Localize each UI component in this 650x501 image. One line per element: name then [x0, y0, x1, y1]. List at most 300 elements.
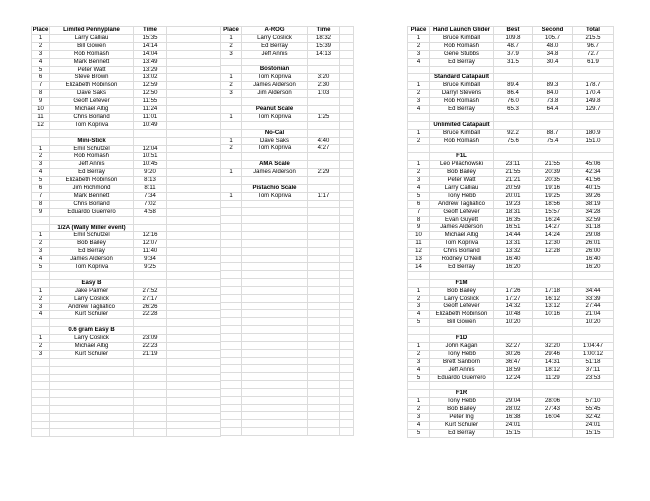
cell: 2 [32, 153, 50, 161]
cell [573, 335, 614, 343]
cell [242, 239, 308, 247]
cell: 4 [408, 311, 430, 319]
cell [533, 113, 573, 121]
section-title-row [408, 279, 614, 287]
cell: 2 [32, 295, 50, 303]
cell [242, 326, 308, 334]
cell [221, 216, 242, 224]
blank-row [32, 398, 221, 406]
cell [308, 200, 340, 208]
cell: Larry Coslick [50, 295, 134, 303]
cell: F1M [430, 279, 494, 287]
blank-row [221, 58, 354, 66]
cell: 18:31 [494, 208, 533, 216]
cell [242, 365, 308, 373]
cell [50, 358, 134, 366]
cell [340, 341, 354, 349]
cell [32, 390, 50, 398]
table-row [221, 82, 354, 90]
cell: 13:29 [134, 66, 167, 74]
cell [167, 90, 221, 98]
table-row [32, 208, 221, 216]
blank-row [32, 358, 221, 366]
blank-row [221, 263, 354, 271]
cell [494, 74, 533, 82]
table-row [408, 184, 614, 192]
cell [408, 382, 430, 390]
cell: Place [408, 27, 430, 35]
cell: Unlimited Catapault [430, 121, 494, 129]
cell: James Alderson [242, 82, 308, 90]
cell [242, 318, 308, 326]
table-row [221, 192, 354, 200]
cell [308, 216, 340, 224]
cell: Tom Kopriva [50, 264, 134, 272]
cell: Bruce Kimball [430, 34, 494, 42]
blank-row [408, 327, 614, 335]
cell [134, 137, 167, 145]
cell [408, 390, 430, 398]
cell: Elizabeth Robinson [50, 177, 134, 185]
cell: 13:12 [533, 303, 573, 311]
table-row [32, 121, 221, 129]
cell: 4:40 [308, 137, 340, 145]
cell [32, 279, 50, 287]
cell: 12:07 [134, 240, 167, 248]
cell [134, 405, 167, 413]
cell [573, 390, 614, 398]
cell: Bob Bailey [50, 240, 134, 248]
cell [308, 121, 340, 129]
cell: Darryl Stevens [430, 90, 494, 98]
cell [32, 224, 50, 232]
cell [340, 279, 354, 287]
cell [340, 286, 354, 294]
cell [167, 398, 221, 406]
cell: A-ROG [242, 27, 308, 35]
cell [221, 302, 242, 310]
cell: Tom Kopriva [242, 113, 308, 121]
cell: Emil Schutzel [50, 232, 134, 240]
cell [221, 294, 242, 302]
table-row [32, 50, 221, 58]
table-row [408, 200, 614, 208]
cell: 89.3 [533, 82, 573, 90]
cell: 13:31 [494, 240, 533, 248]
cell [134, 390, 167, 398]
cell [221, 279, 242, 287]
cell [134, 421, 167, 429]
cell [340, 381, 354, 389]
cell: 2 [221, 145, 242, 153]
table-row [32, 113, 221, 121]
cell: 2 [32, 343, 50, 351]
cell: Kurt Schuler [50, 311, 134, 319]
cell: 29:08 [573, 232, 614, 240]
cell: 38:19 [573, 200, 614, 208]
cell: 12 [408, 248, 430, 256]
cell [533, 421, 573, 429]
blank-row [408, 66, 614, 74]
cell [340, 208, 354, 216]
cell: 1:25 [308, 113, 340, 121]
cell: 15:57 [533, 208, 573, 216]
cell [167, 303, 221, 311]
cell [134, 271, 167, 279]
cell: F1D [430, 335, 494, 343]
cell [308, 412, 340, 420]
cell: Bruce Kimball [430, 129, 494, 137]
cell [50, 129, 134, 137]
cell [308, 232, 340, 240]
cell [308, 129, 340, 137]
cell: 32:42 [573, 414, 614, 422]
table-row [32, 335, 221, 343]
table-row [408, 398, 614, 406]
cell: 1:00:12 [573, 350, 614, 358]
cell [242, 98, 308, 106]
cell: Larry Coslick [430, 295, 494, 303]
cell [573, 121, 614, 129]
cell: Jeff Annis [242, 50, 308, 58]
blank-row [221, 365, 354, 373]
cell: Kurt Schuler [50, 350, 134, 358]
cell [32, 327, 50, 335]
cell [308, 263, 340, 271]
cell: 12:16 [134, 232, 167, 240]
table-row [32, 256, 221, 264]
cell: 178.7 [573, 82, 614, 90]
cell [242, 294, 308, 302]
cell [340, 161, 354, 169]
cell: 3 [32, 50, 50, 58]
cell [573, 66, 614, 74]
cell [340, 326, 354, 334]
table-row [408, 264, 614, 272]
section-title-row [32, 137, 221, 145]
table-row [32, 42, 221, 50]
blank-row [32, 216, 221, 224]
cell: 37:11 [573, 366, 614, 374]
blank-row [221, 121, 354, 129]
cell [340, 176, 354, 184]
blank-row [221, 302, 354, 310]
cell [494, 145, 533, 153]
cell: Geoff Lefever [430, 208, 494, 216]
cell [242, 412, 308, 420]
table-row [408, 240, 614, 248]
cell: 11:55 [134, 98, 167, 106]
cell: 105.7 [533, 34, 573, 42]
blank-row [408, 113, 614, 121]
table-row [408, 358, 614, 366]
cell [408, 121, 430, 129]
table-row [221, 113, 354, 121]
cell [50, 390, 134, 398]
cell [32, 137, 50, 145]
cell: 16:20 [494, 264, 533, 272]
cell [167, 248, 221, 256]
cell [221, 66, 242, 74]
cell [308, 161, 340, 169]
cell: 1 [221, 74, 242, 82]
table-row [221, 90, 354, 98]
cell: 4 [32, 311, 50, 319]
cell: 57:10 [573, 398, 614, 406]
cell: Andrew Tagliafico [50, 303, 134, 311]
cell [340, 145, 354, 153]
cell [167, 256, 221, 264]
cell: Tom Kopriva [242, 145, 308, 153]
cell: 16:35 [494, 216, 533, 224]
cell: 3 [408, 414, 430, 422]
cell: 5 [32, 177, 50, 185]
cell: 9:25 [134, 264, 167, 272]
cell: 45:06 [573, 161, 614, 169]
cell [242, 121, 308, 129]
cell: 8 [32, 200, 50, 208]
cell: 13:49 [134, 58, 167, 66]
cell [308, 176, 340, 184]
table-row [408, 129, 614, 137]
cell: 17:27 [494, 295, 533, 303]
cell [167, 200, 221, 208]
cell [340, 420, 354, 428]
table-row [408, 342, 614, 350]
cell [221, 184, 242, 192]
cell: Ed Berray [430, 429, 494, 437]
cell: Rodney O'Neill [430, 256, 494, 264]
table-row [408, 374, 614, 382]
cell: 7:02 [134, 200, 167, 208]
cell [50, 405, 134, 413]
cell: Elizabeth Robinson [430, 311, 494, 319]
cell [430, 113, 494, 121]
cell: 1 [408, 287, 430, 295]
cell [430, 327, 494, 335]
cell: 18:56 [533, 200, 573, 208]
blank-row [221, 294, 354, 302]
table-row [408, 192, 614, 200]
cell: Chris Borland [50, 200, 134, 208]
table-row [32, 82, 221, 90]
cell: 73.8 [533, 98, 573, 106]
cell [308, 310, 340, 318]
cell [134, 374, 167, 382]
table-row [408, 350, 614, 358]
cell [221, 428, 242, 436]
blank-row [408, 382, 614, 390]
column-header-row [408, 27, 614, 35]
cell: Evan Guyett [430, 216, 494, 224]
cell [167, 42, 221, 50]
cell: 1 [32, 287, 50, 295]
blank-row [32, 382, 221, 390]
cell [430, 145, 494, 153]
cell: 129.7 [573, 106, 614, 114]
cell: Rob Romash [430, 137, 494, 145]
cell [308, 66, 340, 74]
cell [340, 66, 354, 74]
table-row [32, 58, 221, 66]
cell [242, 381, 308, 389]
column-header-row [221, 27, 354, 35]
cell [167, 129, 221, 137]
cell [167, 169, 221, 177]
cell [308, 404, 340, 412]
cell: 1 [32, 232, 50, 240]
cell [167, 137, 221, 145]
cell: 5 [408, 319, 430, 327]
cell [50, 374, 134, 382]
cell [308, 381, 340, 389]
cell: Larry Calliau [50, 34, 134, 42]
cell [340, 169, 354, 177]
cell [340, 224, 354, 232]
left-results-table [31, 26, 221, 437]
cell: 3 [408, 98, 430, 106]
cell: Best [494, 27, 533, 35]
cell [408, 113, 430, 121]
blank-row [221, 404, 354, 412]
cell [533, 319, 573, 327]
cell: 7:34 [134, 192, 167, 200]
cell [340, 121, 354, 129]
cell: 10:45 [134, 161, 167, 169]
cell: Tom Kopriva [242, 192, 308, 200]
cell [340, 373, 354, 381]
cell: 1/2A (Wally Miller event) [50, 224, 134, 232]
cell: 64.4 [533, 106, 573, 114]
cell: 4 [32, 169, 50, 177]
table-row [32, 153, 221, 161]
cell [221, 105, 242, 113]
cell [221, 153, 242, 161]
cell: 170.4 [573, 90, 614, 98]
cell [221, 129, 242, 137]
cell: Peanut Scale [242, 105, 308, 113]
section-title-row [32, 279, 221, 287]
blank-row [221, 239, 354, 247]
cell [242, 200, 308, 208]
cell: Bob Bailey [430, 406, 494, 414]
cell [32, 358, 50, 366]
cell: 92.2 [494, 129, 533, 137]
cell [340, 365, 354, 373]
cell [221, 388, 242, 396]
cell: 2 [32, 240, 50, 248]
cell: 15:35 [134, 34, 167, 42]
cell [408, 74, 430, 82]
cell: Brett Sanborn [430, 358, 494, 366]
table-row [408, 303, 614, 311]
cell [242, 176, 308, 184]
cell: 89.4 [494, 82, 533, 90]
table-row [408, 319, 614, 327]
cell: 1 [408, 82, 430, 90]
cell: 12:30 [533, 240, 573, 248]
cell: 7 [408, 208, 430, 216]
blank-row [221, 224, 354, 232]
middle-results-table [220, 26, 354, 436]
cell [134, 413, 167, 421]
cell [308, 105, 340, 113]
cell [221, 349, 242, 357]
cell: Bill Gowen [430, 319, 494, 327]
cell: 1 [32, 145, 50, 153]
cell: 3 [221, 90, 242, 98]
cell: 1 [221, 113, 242, 121]
cell [50, 382, 134, 390]
table-row [32, 66, 221, 74]
cell [221, 396, 242, 404]
cell: 3 [221, 50, 242, 58]
cell [32, 405, 50, 413]
table-row [32, 161, 221, 169]
cell: 11:40 [134, 248, 167, 256]
cell [308, 224, 340, 232]
section-title-row [221, 66, 354, 74]
cell: 26:26 [134, 303, 167, 311]
cell: Peter Ing [430, 414, 494, 422]
cell: 1 [221, 34, 242, 42]
blank-row [32, 271, 221, 279]
cell: 5 [408, 192, 430, 200]
cell [340, 192, 354, 200]
cell [221, 404, 242, 412]
cell [494, 271, 533, 279]
cell [134, 398, 167, 406]
table-row [408, 421, 614, 429]
cell [308, 239, 340, 247]
cell [340, 129, 354, 137]
blank-row [221, 247, 354, 255]
cell [167, 429, 221, 437]
cell: Jeff Annis [430, 366, 494, 374]
cell: 16:20 [573, 264, 614, 272]
cell [308, 279, 340, 287]
cell: 21:21 [494, 177, 533, 185]
cell [242, 255, 308, 263]
cell [167, 335, 221, 343]
cell: 14:44 [494, 232, 533, 240]
cell [340, 74, 354, 82]
cell [573, 327, 614, 335]
table-row [32, 311, 221, 319]
cell: 96.7 [573, 42, 614, 50]
cell [340, 255, 354, 263]
cell: Ed Berray [430, 58, 494, 66]
cell: 42:34 [573, 169, 614, 177]
cell [533, 145, 573, 153]
cell: Larry Coslick [50, 335, 134, 343]
table-row [32, 106, 221, 114]
cell: 27:17 [134, 295, 167, 303]
cell: Hand Launch Glider [430, 27, 494, 35]
cell: 17:26 [494, 287, 533, 295]
cell: 12:04 [134, 145, 167, 153]
cell: 15:15 [494, 429, 533, 437]
cell [221, 341, 242, 349]
blank-row [221, 176, 354, 184]
cell [573, 382, 614, 390]
cell: 10:49 [134, 121, 167, 129]
cell [340, 42, 354, 50]
cell [308, 98, 340, 106]
cell: 2 [221, 42, 242, 50]
cell: 18:12 [533, 366, 573, 374]
cell [221, 286, 242, 294]
